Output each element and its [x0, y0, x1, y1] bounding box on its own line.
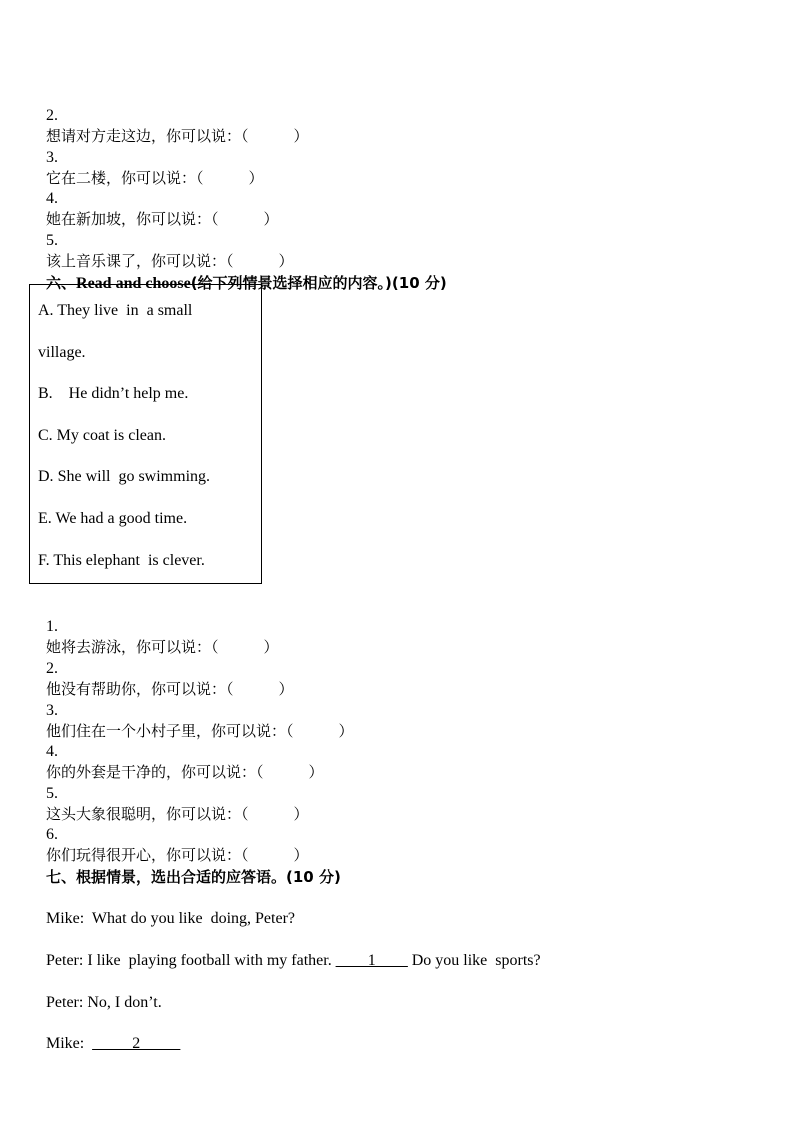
option-a-continued — [38, 343, 86, 363]
dialogue-line — [38, 889, 295, 929]
dialogue-speaker: Peter: — [46, 952, 84, 969]
section-seven-heading — [38, 847, 341, 888]
question-text: 她将去游泳，你可以说：（ ） — [46, 638, 279, 656]
question-number: 5. — [46, 785, 58, 802]
question-number: 6. — [46, 826, 58, 843]
option-e — [38, 509, 187, 529]
question-number: 1. — [46, 618, 58, 635]
dialogue-line — [38, 973, 162, 1013]
option-b — [38, 384, 188, 404]
dialogue-text: I like playing football with my father. — [83, 952, 336, 969]
option-text: village. — [38, 344, 86, 361]
question-text: 你的外套是干净的，你可以说：（ ） — [46, 763, 324, 781]
dialogue-speaker: Mike: — [46, 1035, 85, 1052]
question-text: 他们住在一个小村子里，你可以说：（ ） — [46, 722, 354, 740]
option-label: D. — [38, 468, 54, 485]
question-text: 想请对方走这边，你可以说：（ ） — [46, 127, 309, 145]
section-six-prefix: 六、 — [46, 274, 77, 292]
section-seven-title: 七、根据情景，选出合适的应答语。(10 分) — [46, 868, 341, 886]
question-number: 2. — [46, 660, 58, 677]
question-number: 2. — [46, 107, 58, 124]
answer-blank[interactable]: _____2_____ — [92, 1035, 181, 1052]
question-number: 5. — [46, 232, 58, 249]
option-f — [38, 551, 205, 571]
dialogue-text: No, I don’t. — [83, 994, 162, 1011]
option-text: They live in a small — [57, 302, 193, 319]
question-text: 他没有帮助你，你可以说：（ ） — [46, 680, 294, 698]
question-number: 3. — [46, 702, 58, 719]
dialogue-speaker: Mike: — [46, 910, 85, 927]
section-six-title-en: Read and choose — [76, 275, 191, 292]
option-d — [38, 467, 210, 487]
option-label: F. — [38, 552, 50, 569]
option-text: He didn’t help me. — [56, 385, 189, 402]
dialogue-text: What do you like doing, Peter? — [84, 910, 295, 927]
option-text: She will go swimming. — [57, 468, 211, 485]
option-c — [38, 426, 166, 446]
option-label: E. — [38, 510, 52, 527]
dialogue-line — [38, 1014, 180, 1054]
dialogue-speaker: Peter: — [46, 994, 84, 1011]
option-text: This elephant is clever. — [53, 552, 205, 569]
question-number: 4. — [46, 190, 58, 207]
dialogue-line — [38, 931, 541, 971]
option-label: A. — [38, 302, 54, 319]
option-text: We had a good time. — [55, 510, 188, 527]
option-a — [38, 301, 192, 321]
question-number: 3. — [46, 149, 58, 166]
options-box — [29, 284, 262, 584]
question-text: 这头大象很聪明，你可以说：（ ） — [46, 805, 309, 823]
section-six-title-cn: (给下列情景选择相应的内容。)(10 分) — [190, 274, 447, 292]
question-text: 它在二楼，你可以说：（ ） — [46, 169, 264, 187]
dialogue-text-after: Do you like sports? — [407, 952, 541, 969]
option-text: My coat is clean. — [56, 427, 166, 444]
answer-blank[interactable]: ____1____ — [335, 952, 408, 969]
option-label: B. — [38, 385, 53, 402]
question-number: 4. — [46, 743, 58, 760]
question-text: 该上音乐课了，你可以说：（ ） — [46, 252, 294, 270]
question-text: 你们玩得很开心，你可以说：（ ） — [46, 846, 309, 864]
question-text: 她在新加坡，你可以说：（ ） — [46, 210, 279, 228]
option-label: C. — [38, 427, 53, 444]
